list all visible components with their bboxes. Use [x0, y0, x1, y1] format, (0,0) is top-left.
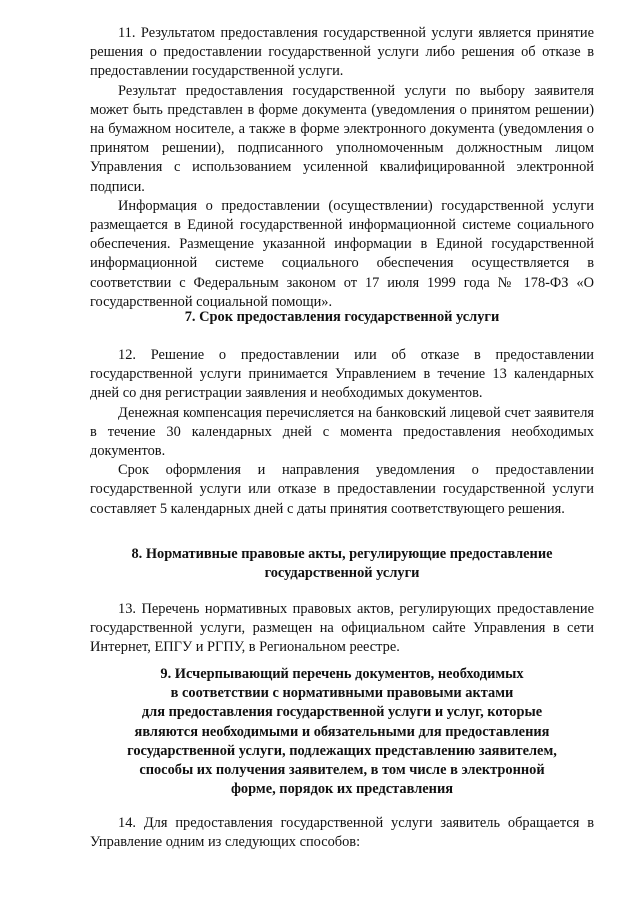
heading-line: форме, порядок их представления [230, 781, 454, 798]
heading-line: государственной услуги [264, 565, 420, 582]
section-9-body [90, 814, 594, 852]
heading-line: 7. Срок предоставления государственной услуги [184, 309, 500, 325]
paragraph-14: 14. Для предоставления государственной услуги заявитель обращается в Управление одним из следующих способов: [90, 815, 594, 851]
heading-line: 9. Исчерпывающий перечень документов, необходимых [160, 666, 524, 682]
heading-line: 8. Нормативные правовые акты, регулирующие предоставление [131, 546, 553, 562]
paragraph-result-form: Результат предоставления государственной услуги по выбору заявителя может быть представлен в форме документа (уведомления о принятом решении) на бумажном носителе, а также в форме электронного документа (уведомления о принятом решении), подписанного уполномоченным должностным лицом Управления с использованием усиленной квалифицированной электронной подписи. [90, 82, 594, 195]
section-8-body [90, 600, 594, 658]
section-7-heading [90, 308, 594, 327]
heading-line: в соответствии с нормативными правовыми актами [170, 685, 514, 702]
heading-line: способы их получения заявителем, в том числе в электронной [139, 762, 545, 779]
heading-line: государственной услуги, подлежащих представлению заявителем, [127, 742, 557, 759]
paragraph-11: 11. Результатом предоставления государственной услуги является принятие решения о предоставлении государственной услуги либо решения об отказе в предоставлении государственной услуги. [90, 25, 594, 80]
paragraph-info-placement: Информация о предоставлении (осуществлении) государственной услуги размещается в Единой государственной информационной системе социального обеспечения. Размещение указанной информации в Единой государственной информационной системе социального обеспечения осуществляется в соответствии с Федеральным законом от 17 июля 1999 года № 178-ФЗ «О государственной социальной помощи». [90, 197, 594, 310]
heading-line: являются необходимыми и обязательными для предоставления [134, 723, 550, 740]
section-9-heading [90, 665, 594, 799]
paragraph-compensation: Денежная компенсация перечисляется на банковский лицевой счет заявителя в течение 30 календарных дней с момента предоставления необходимых документов. [90, 404, 594, 460]
section-7-body [90, 346, 594, 519]
section-6-tail [90, 24, 594, 312]
section-8-heading [90, 545, 594, 583]
paragraph-12: 12. Решение о предоставлении или об отказе в предоставлении государственной услуги принимается Управлением в течение 13 календарных дней со дня регистрации заявления и необходимых документов. [90, 347, 594, 402]
paragraph-13: 13. Перечень нормативных правовых актов, регулирующих предоставление государственной услуги, размещен на официальном сайте Управления в сети Интернет, ЕПГУ и РГПУ, в Региональном реестре. [90, 601, 594, 656]
heading-line: для предоставления государственной услуги и услуг, которые [141, 704, 543, 721]
paragraph-notification-term: Срок оформления и направления уведомления о предоставлении государственной услуги или отказе в предоставлении государственной услуги составляет 5 календарных дней с даты принятия соответствующего решения. [90, 462, 594, 517]
